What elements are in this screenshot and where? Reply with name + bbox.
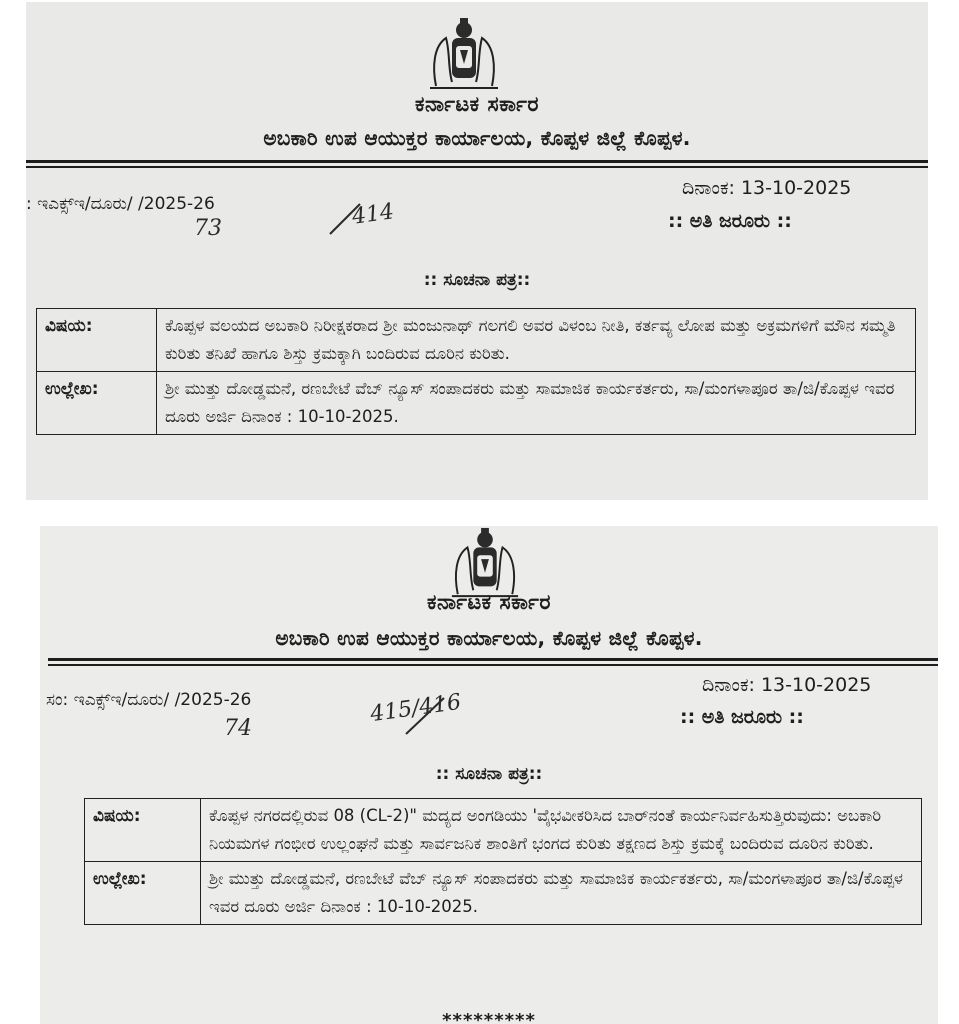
handwritten-number: 73 bbox=[194, 216, 222, 241]
reference-text: ಶ್ರೀ ಮುತ್ತು ದೋಡ್ಡಮನೆ, ರಣಬೇಟೆ ವೆಬ್ ನ್ಯೂಸ್ ಸಂಪಾದಕರು ಮತ್ತು ಸಾಮಾಜಿಕ ಕಾರ್ಯಕರ್ತರು, ಸಾ/ಮಂಗಳಾಪೂರ ತಾ/ಜಿ/ಕೊಪ್ಪಳ ಇವರ ದೂರು ಅರ್ಜಿ ದಿನಾಂಕ : 10-10-2025. bbox=[157, 372, 916, 435]
subject-reference-table bbox=[36, 308, 916, 435]
reference-label: ಉಲ್ಲೇಖ: bbox=[37, 372, 157, 435]
subject-row bbox=[37, 309, 916, 372]
notice-document-2 bbox=[40, 526, 938, 1024]
urgency-label: :: ಅತಿ ಜರೂರು :: bbox=[668, 210, 792, 232]
header-rule bbox=[26, 160, 928, 163]
reference-row bbox=[85, 862, 922, 925]
urgency-label: :: ಅತಿ ಜರೂರು :: bbox=[680, 706, 804, 728]
subject-label: ವಿಷಯ: bbox=[85, 799, 201, 862]
document-date: ದಿನಾಂಕ: 13-10-2025 bbox=[702, 674, 872, 696]
office-title: ಅಬಕಾರಿ ಉಪ ಆಯುಕ್ತರ ಕಾರ್ಯಾಲಯ, ಕೊಪ್ಪಳ ಜಿಲ್ಲೆ ಕೊಪ್ಪಳ. bbox=[263, 126, 691, 150]
subject-reference-table bbox=[84, 798, 922, 925]
subject-text: ಕೊಪ್ಪಳ ವಲಯದ ಅಬಕಾರಿ ನಿರೀಕ್ಷಕರಾದ ಶ್ರೀ ಮಂಜುನಾಥ್ ಗಲಗಲಿ ಅವರ ವಿಳಂಬ ನೀತಿ, ಕರ್ತವ್ಯ ಲೋಪ ಮತ್ತು ಅಕ್ರಮಗಳಿಗೆ ಮೌನ ಸಮ್ಮತಿ ಕುರಿತು ತನಿಖೆ ಹಾಗೂ ಶಿಸ್ತು ಕ್ರಮಕ್ಕಾಗಿ ಬಂದಿರುವ ದೂರಿನ ಕುರಿತು. bbox=[157, 309, 916, 372]
subject-row bbox=[85, 799, 922, 862]
reference-label: ಉಲ್ಲೇಖ: bbox=[85, 862, 201, 925]
notice-document-1 bbox=[26, 2, 928, 500]
handwritten-code: 415/416 bbox=[368, 689, 463, 728]
notice-title: :: ಸೂಚನಾ ಪತ್ರ:: bbox=[435, 764, 543, 784]
header-rule bbox=[48, 658, 938, 661]
header-rule-thin bbox=[48, 664, 938, 666]
handwritten-stroke bbox=[326, 200, 386, 240]
government-title: ಕರ್ನಾಟಕ ಸರ್ಕಾರ bbox=[427, 590, 551, 614]
reference-number: ಸಂ: ಇಎಕ್ಸ್ಇ/ದೂರು/ /2025-26 bbox=[46, 690, 252, 710]
subject-label: ವಿಷಯ: bbox=[37, 309, 157, 372]
reference-row bbox=[37, 372, 916, 435]
karnataka-emblem-icon bbox=[424, 16, 504, 92]
karnataka-emblem-icon bbox=[445, 526, 525, 600]
header-rule-thin bbox=[26, 166, 928, 168]
handwritten-stroke bbox=[400, 694, 470, 738]
handwritten-code: 414 bbox=[350, 199, 396, 230]
document-date: ದಿನಾಂಕ: 13-10-2025 bbox=[682, 177, 852, 199]
government-title: ಕರ್ನಾಟಕ ಸರ್ಕಾರ bbox=[415, 92, 539, 116]
end-mark: ********* bbox=[442, 1010, 536, 1024]
handwritten-number: 74 bbox=[224, 716, 252, 741]
subject-text: ಕೊಪ್ಪಳ ನಗರದಲ್ಲಿರುವ 08 (CL-2)" ಮದ್ಯದ ಅಂಗಡಿಯು 'ವೈಭವೀಕರಿಸಿದ ಬಾರ್‌ನಂತೆ ಕಾರ್ಯನಿರ್ವಹಿಸುತ್ತಿರುವುದು: ಅಬಕಾರಿ ನಿಯಮಗಳ ಗಂಭೀರ ಉಲ್ಲಂಘನೆ ಮತ್ತು ಸಾರ್ವಜನಿಕ ಶಾಂತಿಗೆ ಭಂಗದ ಕುರಿತು ತಕ್ಷಣದ ಶಿಸ್ತು ಕ್ರಮಕ್ಕೆ ಬಂದಿರುವ ದೂರಿನ ಕುರಿತು. bbox=[201, 799, 922, 862]
reference-number: : ಇಎಕ್ಸ್ಇ/ದೂರು/ /2025-26 bbox=[26, 194, 215, 214]
office-title: ಅಬಕಾರಿ ಉಪ ಆಯುಕ್ತರ ಕಾರ್ಯಾಲಯ, ಕೊಪ್ಪಳ ಜಿಲ್ಲೆ ಕೊಪ್ಪಳ. bbox=[275, 626, 703, 650]
notice-title: :: ಸೂಚನಾ ಪತ್ರ:: bbox=[423, 270, 531, 290]
reference-text: ಶ್ರೀ ಮುತ್ತು ದೋಡ್ಡಮನೆ, ರಣಬೇಟೆ ವೆಬ್ ನ್ಯೂಸ್ ಸಂಪಾದಕರು ಮತ್ತು ಸಾಮಾಜಿಕ ಕಾರ್ಯಕರ್ತರು, ಸಾ/ಮಂಗಳಾಪೂರ ತಾ/ಜಿ/ಕೊಪ್ಪಳ ಇವರ ದೂರು ಅರ್ಜಿ ದಿನಾಂಕ : 10-10-2025. bbox=[201, 862, 922, 925]
